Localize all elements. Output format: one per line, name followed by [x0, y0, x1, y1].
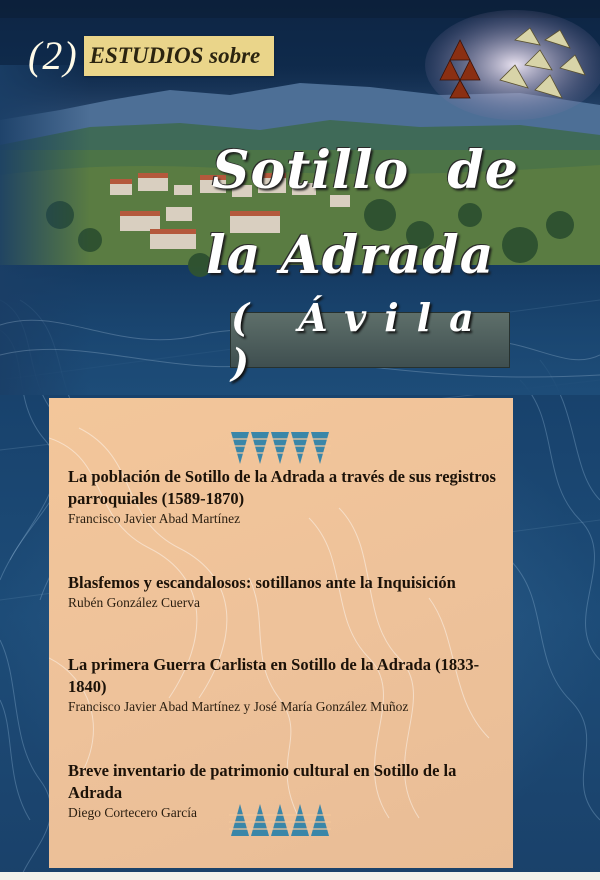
- page-edge: [0, 872, 600, 880]
- series-text: ESTUDIOS sobre: [89, 42, 261, 68]
- series-band: [84, 36, 275, 76]
- entry-title: Blasfemos y escandalosos: sotillanos ante la Inquisición: [68, 573, 456, 592]
- tree-row-ornament-top-icon: [229, 430, 331, 466]
- contents-panel: [49, 398, 513, 868]
- series-label: [28, 32, 274, 79]
- entry-title: Breve inventario de patrimonio cultural en Sotillo de la Adrada: [68, 761, 457, 802]
- contents-entry-2: [68, 572, 498, 612]
- province-text: ( Ávila ): [231, 295, 492, 385]
- entry-author: Rubén González Cuerva: [68, 595, 200, 610]
- entry-author: Diego Cortecero García: [68, 805, 197, 820]
- province-band: [230, 295, 510, 385]
- title-line-2: la Adrada: [206, 225, 495, 286]
- tree-row-ornament-bottom-icon: [229, 802, 331, 838]
- title-line-1: Sotillo de: [212, 140, 519, 201]
- contents-entry-1: [68, 466, 498, 528]
- entry-author: Francisco Javier Abad Martínez y José María González Muñoz: [68, 699, 409, 714]
- entry-author: Francisco Javier Abad Martínez: [68, 511, 241, 526]
- pinecone-icon: [420, 10, 600, 120]
- series-number: (2): [28, 33, 78, 78]
- entry-title: La primera Guerra Carlista en Sotillo de la Adrada (1833-1840): [68, 655, 480, 696]
- contents-entry-3: [68, 654, 498, 716]
- entry-title: La población de Sotillo de la Adrada a través de sus registros parroquiales (1589-1870): [68, 467, 496, 508]
